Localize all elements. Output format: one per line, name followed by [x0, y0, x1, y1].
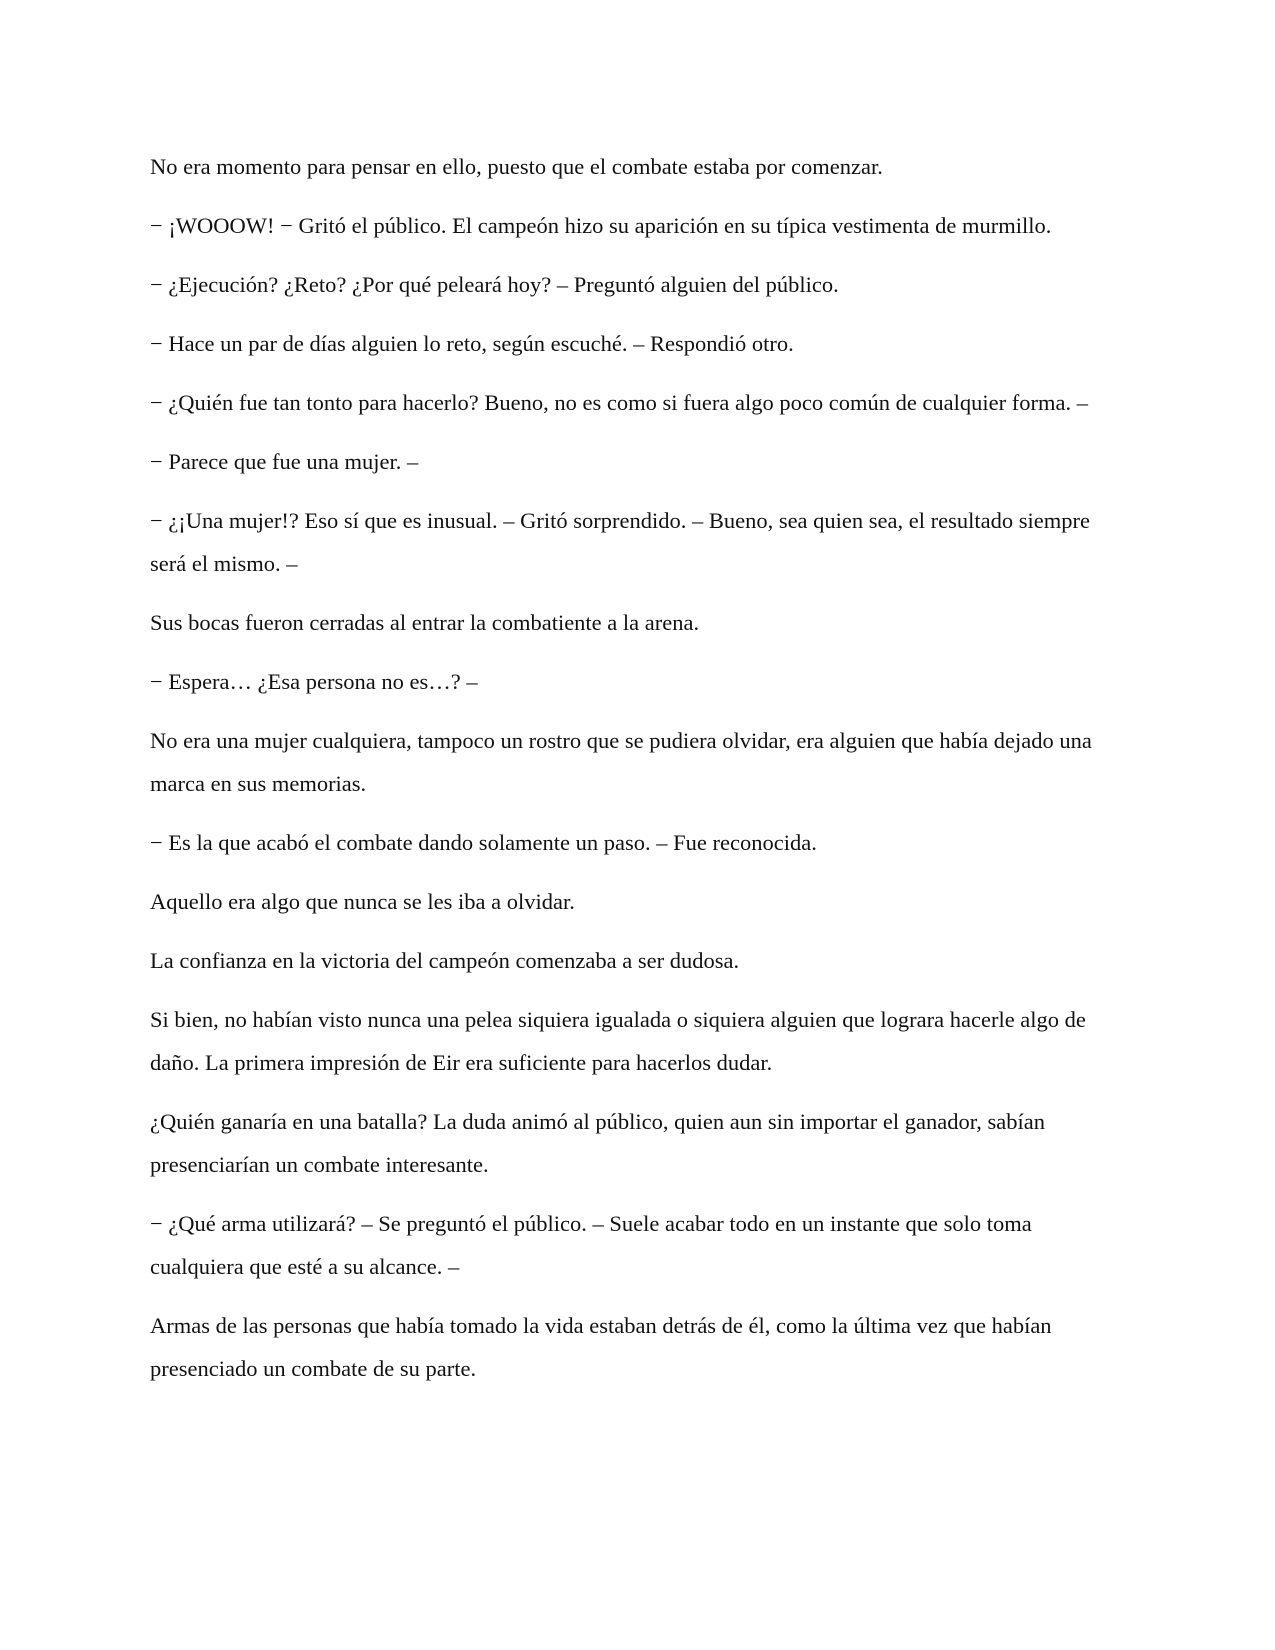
paragraph: No era momento para pensar en ello, puesto que el combate estaba por comenzar.	[150, 154, 883, 179]
paragraph: − ¿Qué arma utilizará? – Se preguntó el público. – Suele acabar todo en un instante que solo toma cualquiera que esté a su alcance. –	[150, 1211, 1032, 1279]
paragraph: − Es la que acabó el combate dando solamente un paso. – Fue reconocida.	[150, 830, 817, 855]
paragraph: − ¿Quién fue tan tonto para hacerlo? Bueno, no es como si fuera algo poco común de cualquier forma. –	[150, 390, 1088, 415]
paragraph: La confianza en la victoria del campeón comenzaba a ser dudosa.	[150, 948, 740, 973]
paragraph: − Espera… ¿Esa persona no es…? –	[150, 669, 478, 694]
paragraph: − Hace un par de días alguien lo reto, según escuché. – Respondió otro.	[150, 331, 794, 356]
paragraph: − ¿¡Una mujer!? Eso sí que es inusual. – Gritó sorprendido. – Bueno, sea quien sea, el resultado siempre será el mismo. –	[150, 508, 1090, 576]
paragraph: ¿Quién ganaría en una batalla? La duda animó al público, quien aun sin importar el ganador, sabían presenciarían un combate interesante.	[150, 1109, 1046, 1177]
paragraph: − ¡WOOOW! − Gritó el público. El campeón hizo su aparición en su típica vestimenta de murmillo.	[150, 213, 1052, 238]
paragraph: Si bien, no habían visto nunca una pelea siquiera igualada o siquiera alguien que lograra hacerle algo de daño. La primera impresión de Eir era suficiente para hacerlos dudar.	[150, 1007, 1086, 1075]
paragraph: Aquello era algo que nunca se les iba a olvidar.	[150, 889, 575, 914]
paragraph: No era una mujer cualquiera, tampoco un rostro que se pudiera olvidar, era alguien que había dejado una marca en sus memorias.	[150, 728, 1092, 796]
paragraph: Sus bocas fueron cerradas al entrar la combatiente a la arena.	[150, 610, 700, 635]
paragraph: − Parece que fue una mujer. –	[150, 449, 419, 474]
paragraph: − ¿Ejecución? ¿Reto? ¿Por qué peleará hoy? – Preguntó alguien del público.	[150, 272, 839, 297]
paragraph: Armas de las personas que había tomado la vida estaban detrás de él, como la última vez que habían presenciado un combate de su parte.	[150, 1313, 1052, 1381]
document-body	[150, 145, 1125, 1406]
